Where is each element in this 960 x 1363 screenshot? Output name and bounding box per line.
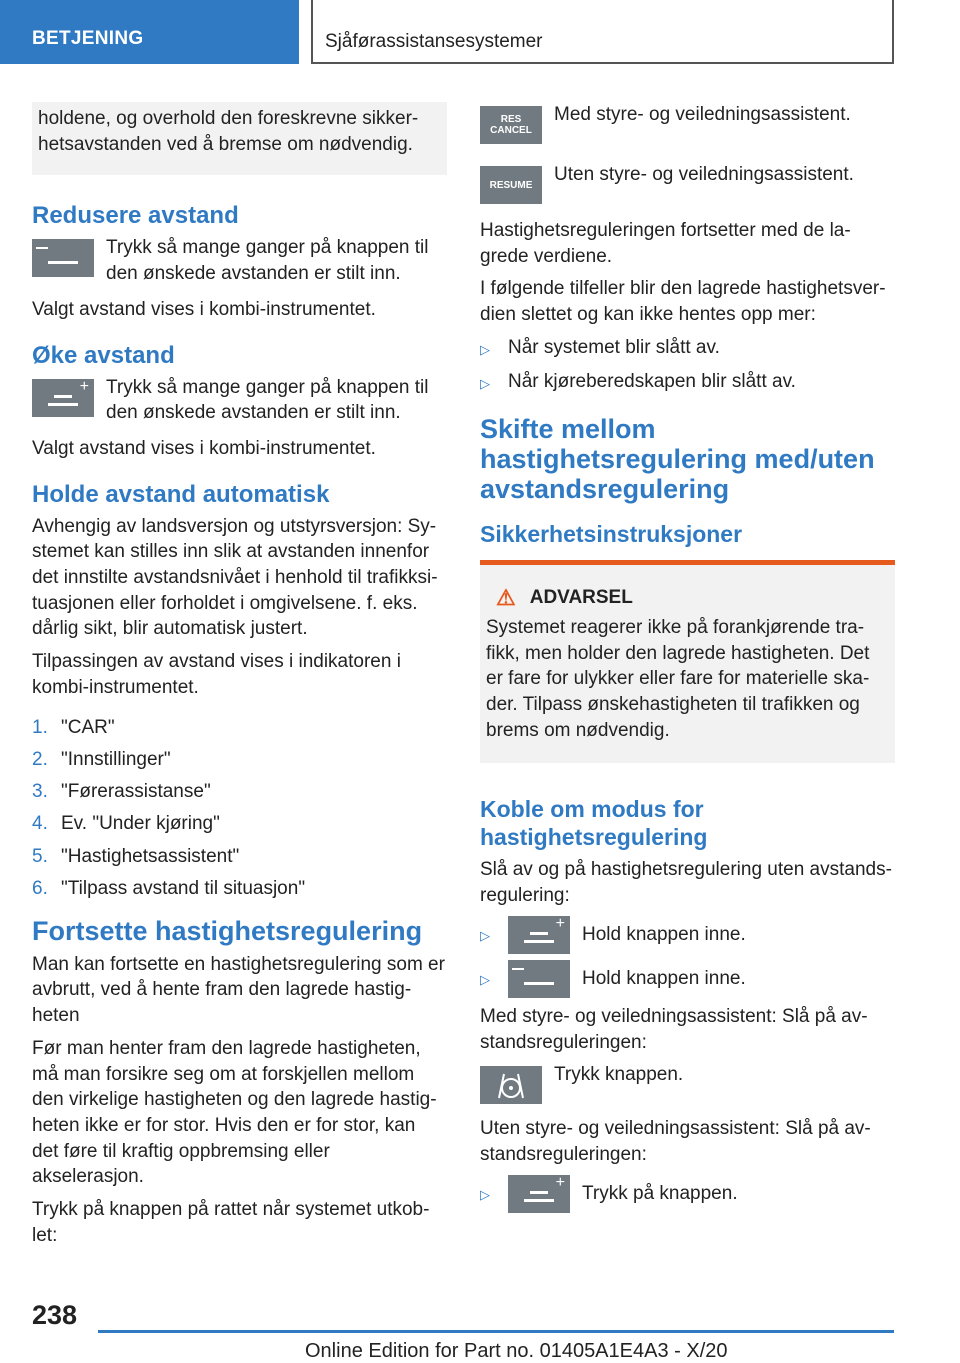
- list-item: 1. "CAR": [32, 716, 115, 738]
- distance-increase-button-icon: +: [508, 1175, 570, 1213]
- increase-distance-text: Trykk så mange ganger på knappen til den ønskede avstanden er stilt inn.: [106, 376, 429, 424]
- distance-decrease-button-icon: [508, 960, 570, 998]
- resume-button-icon: RESUME: [480, 166, 542, 204]
- heading-resume-cruise: Fortsette hastighetsregulering: [32, 915, 423, 946]
- edition-footer: Online Edition for Part no. 01405A1E4A3 - X/20: [305, 1340, 728, 1362]
- reduce-distance-after: Valgt avstand vises i kombi-instrumentet.: [32, 298, 376, 320]
- list-item: [480, 916, 895, 954]
- settings-steps: [32, 715, 447, 902]
- bullet-triangle-icon: ▷: [480, 1186, 490, 1202]
- hold-text-2: Hold knappen inne.: [582, 967, 746, 989]
- list-item: 6. "Tilpass avstand til situasjon": [32, 878, 306, 900]
- auto-distance-p2: Tilpassingen av avstand vises i indikatoren i kombi-instrumentet.: [32, 651, 401, 698]
- list-item: [480, 1175, 895, 1213]
- hold-text-1: Hold knappen inne.: [582, 923, 746, 945]
- bullet-triangle-icon: ▷: [480, 375, 490, 391]
- bullet-triangle-icon: ▷: [480, 341, 490, 357]
- reset-conditions-list: [480, 335, 895, 396]
- header-chapter-tab: [311, 0, 894, 64]
- with-assistant-p: Med styre- og veiledningsassistent: Slå på av-standsreguleringen:: [480, 1005, 868, 1053]
- list-item: 3. "Førerassistanse": [32, 781, 211, 803]
- mode-p1: Slå av og på hastighetsregulering uten avstands-regulering:: [480, 859, 892, 907]
- warning-box: [480, 560, 895, 763]
- distance-increase-button-icon: +: [32, 379, 94, 417]
- press-button-list: [480, 1175, 895, 1213]
- resume-text: Uten styre- og veiledningsassistent.: [554, 164, 854, 185]
- list-item: ▷ Når systemet blir slått av.: [480, 335, 895, 363]
- increase-distance-row: [32, 375, 447, 426]
- without-assistant-p: Uten styre- og veiledningsassistent: Slå på av-standsreguleringen:: [480, 1118, 871, 1165]
- resume-row: [480, 162, 895, 204]
- heading-mode-switch: Koble om modus for hastighetsregulering: [480, 796, 708, 851]
- page-number: 238: [32, 1300, 78, 1330]
- distance-decrease-button-icon: [32, 239, 94, 277]
- driver-assist-row: [480, 1062, 895, 1104]
- continued-note: holdene, og overhold den foreskrevne sikker-hetsavstanden ved å bremse om nødvendig.: [32, 102, 447, 175]
- heading-switch-mode: Skifte mellom hastighetsregulering med/uten avstandsregulering: [480, 414, 875, 505]
- press-text: Trykk knappen.: [554, 1064, 684, 1086]
- steering-assistant-button-icon: [480, 1066, 542, 1104]
- distance-increase-button-icon: +: [508, 916, 570, 954]
- res-cancel-row: [480, 102, 895, 144]
- res-cancel-text: Med styre- og veiledningsassistent.: [554, 104, 851, 125]
- bullet-triangle-icon: ▷: [480, 971, 490, 987]
- list-item: 2. "Innstillinger": [32, 748, 171, 770]
- increase-distance-after: Valgt avstand vises i kombi-instrumentet.: [32, 437, 376, 459]
- hold-button-list: [480, 916, 895, 998]
- heading-safety: Sikkerhetsinstruksjoner: [480, 521, 743, 548]
- header-chapter-label: Sjåførassistansesystemer: [325, 31, 543, 52]
- warning-title: ADVARSEL: [529, 587, 633, 609]
- left-column: [32, 102, 447, 1255]
- list-item: ▷ Når kjøreberedskapen blir slått av.: [480, 369, 895, 397]
- heading-auto-distance: Holde avstand automatisk: [32, 480, 330, 508]
- right-p2: I følgende tilfeller blir den lagrede hastighetsver-dien slettet og kan ikke hentes opp mer:: [480, 278, 886, 326]
- footer-divider: [98, 1330, 894, 1333]
- right-column: [480, 102, 895, 1219]
- bullet-triangle-icon: ▷: [480, 927, 490, 943]
- header-section-label: BETJENING: [32, 28, 144, 49]
- list-item: [480, 960, 895, 998]
- resume-p1: Man kan fortsette en hastighetsregulering som er avbrutt, ved å hente fram den lagrede hastig-heten: [32, 953, 445, 1027]
- right-p1: Hastighetsreguleringen fortsetter med de la-grede verdiene.: [480, 220, 851, 267]
- reduce-distance-row: [32, 235, 447, 286]
- heading-reduce-distance: Redusere avstand: [32, 202, 239, 230]
- resume-p3: Trykk på knappen på rattet når systemet utkob-let:: [32, 1199, 430, 1246]
- auto-distance-p1: Avhengig av landsversjon og utstyrsversjon: Sy-stemet kan stilles inn slik at avstanden innenfor det innstilte avstandsnivået i henhold til trafikksi-tuasjonen eller forholdet i omgivelsene. f. eks. dårlig sikt, blir automatisk justert.: [32, 515, 438, 640]
- warning-triangle-icon: ⚠: [496, 585, 516, 611]
- press-text-2: Trykk på knappen.: [582, 1182, 738, 1204]
- res-cancel-button-icon: RES CANCEL: [480, 106, 542, 144]
- reduce-distance-text: Trykk så mange ganger på knappen til den ønskede avstanden er stilt inn.: [106, 237, 429, 285]
- header-section-tab: [0, 0, 299, 64]
- heading-increase-distance: Øke avstand: [32, 341, 175, 369]
- list-item: 4. Ev. "Under kjøring": [32, 813, 220, 835]
- warning-text: Systemet reagerer ikke på forankjørende tra-fikk, men holder den lagrede hastigheten. Det er fare for ulykker eller fare for materielle ska-der. Tilpass ønskehastigheten til trafikken og brems om nødvendig.: [486, 616, 870, 741]
- list-item: 5. "Hastighetsassistent": [32, 845, 240, 867]
- resume-p2: Før man henter fram den lagrede hastigheten, må man forsikre seg om at forskjellen mellom den virkelige hastigheten og den lagrede hastig-heten ikke er for stor. Hvis den er for stor, kan det føre til kraftig oppbremsing eller akselerasjon.: [32, 1037, 437, 1188]
